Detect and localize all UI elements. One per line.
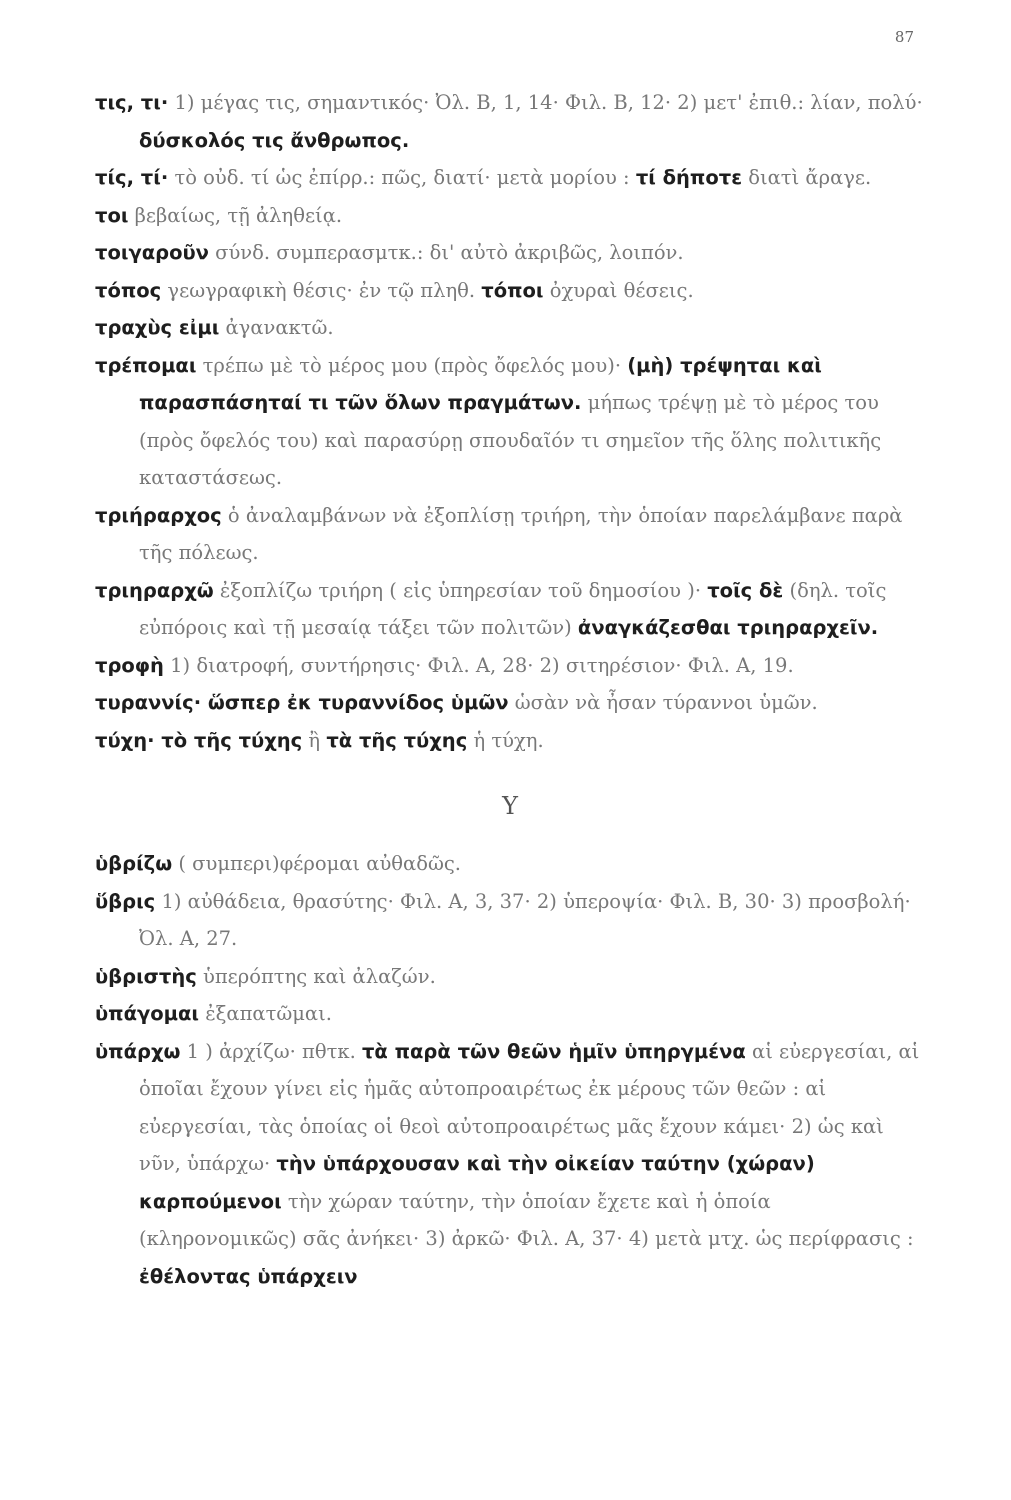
entries-y <box>95 845 925 1295</box>
entry-definition: τὸ οὐδ. τί ὡς ἐπίρρ.: πῶς, διατί· μετὰ μορίου : <box>168 166 636 189</box>
entry-definition: (δηλ. τοῖς εὐπόροις καὶ τῇ μεσαίᾳ τάξει τῶν πολιτῶν) <box>139 578 887 639</box>
dictionary-entry <box>95 958 925 996</box>
entry-definition: 1) μέγας τις, σημαντικός· Ὀλ. Β, 1, 14· Φιλ. Β, 12· 2) μετ' ἐπιθ.: λίαν, πολύ· <box>168 91 923 114</box>
dictionary-entry <box>95 722 925 760</box>
entry-definition: μήπως τρέψῃ μὲ τὸ μέρος του (πρὸς ὄφελός του) καὶ παρασύρῃ σπουδαῖόν τι σημεῖον τῆς ὅλης πολιτικῆς καταστάσεως. <box>139 391 882 489</box>
entry-headword: τριήραρχος <box>95 503 222 527</box>
entry-definition: ἀγανακτῶ. <box>219 316 334 339</box>
dictionary-entry <box>95 995 925 1033</box>
entry-definition: ἢ <box>302 728 327 752</box>
entry-headword: τοι <box>95 203 129 227</box>
entry-definition: ἐξαπατῶμαι. <box>199 1002 332 1025</box>
entry-quote: τὰ παρὰ τῶν θεῶν ἡμῖν ὑπηργμένα <box>361 1039 746 1063</box>
dictionary-entry <box>95 84 925 159</box>
entries-t <box>95 84 925 759</box>
dictionary-page <box>95 84 925 1295</box>
page-number: 87 <box>894 28 914 46</box>
entry-definition: ἡ τύχη. <box>467 728 544 752</box>
entry-definition: διατὶ ἄραγε. <box>742 166 872 189</box>
dictionary-entry <box>95 159 925 197</box>
section-letter: Υ <box>502 792 518 820</box>
entry-headword: ὑπάγομαι <box>95 1002 200 1025</box>
entry-quote: ὥσπερ ἐκ τυραννίδος ὑμῶν <box>201 691 509 714</box>
entry-definition: γεωγραφικὴ θέσις· ἐν τῷ πληθ. <box>161 278 482 302</box>
dictionary-entry <box>95 234 925 272</box>
entry-quote: ἀναγκάζεσθαι τριηραρχεῖν. <box>577 616 879 639</box>
entry-headword: τυραννίς· <box>95 691 202 714</box>
entry-headword: τίς, τί· <box>95 166 169 189</box>
entry-headword: ὑβρίζω <box>95 852 173 875</box>
dictionary-entry <box>95 647 925 685</box>
entry-definition: 1) αὐθάδεια, θρασύτης· Φιλ. Α, 3, 37· 2) ὑπεροψία· Φιλ. Β, 30· 3) προσβολή· Ὀλ. Α, 27. <box>139 889 911 950</box>
entry-headword: ὑπάρχω <box>95 1039 181 1063</box>
entry-definition: ἐξοπλίζω τριήρη ( εἰς ὑπηρεσίαν τοῦ δημοσίου )· <box>213 578 708 602</box>
entry-definition: ὡσὰν νὰ ἦσαν τύραννοι ὑμῶν. <box>508 691 818 714</box>
dictionary-entry <box>95 272 925 310</box>
entry-quote: τόποι <box>481 278 544 302</box>
dictionary-entry <box>95 572 925 647</box>
entry-quote: τὰ τῆς τύχης <box>326 728 468 752</box>
entry-definition: 1 ) ἀρχίζω· πθτκ. <box>180 1039 362 1063</box>
entry-definition: τὴν χώραν ταύτην, τὴν ὁποίαν ἔχετε καὶ ἡ ὁποία (κληρονομικῶς) σᾶς ἀνήκει· 3) ἀρκῶ· Φιλ. Α, 37· 4) μετὰ μτχ. ὡς περίφρασις : <box>139 1189 914 1250</box>
dictionary-entry <box>95 497 925 572</box>
entry-quote: δύσκολός τις ἄνθρωπος. <box>139 128 410 152</box>
entry-quote: τοῖς δὲ <box>707 578 784 602</box>
entry-headword: τριηραρχῶ <box>95 578 214 602</box>
entry-quote: τὴν ὑπάρχουσαν καὶ τὴν οἰκείαν ταύτην (χώραν) καρπούμενοι <box>139 1152 815 1213</box>
entry-definition: ( συμπερι)φέρομαι αὐθαδῶς. <box>172 852 461 875</box>
entry-headword: ὕβρις <box>95 889 156 913</box>
entry-headword: τραχὺς εἰμι <box>95 316 220 339</box>
entry-quote: (μὴ) τρέψηται καὶ παρασπάσηταί τι τῶν ὅλων πραγμάτων. <box>139 353 822 414</box>
entry-definition: βεβαίως, τῇ ἀληθείᾳ. <box>128 203 343 227</box>
entry-definition: ὀχυραὶ θέσεις. <box>543 278 694 302</box>
dictionary-entry <box>95 883 925 958</box>
dictionary-entry <box>95 347 925 497</box>
entry-quote: τὸ τῆς τύχης <box>154 728 303 752</box>
entry-definition: αἱ εὐεργεσίαι, αἱ ὁποῖαι ἔχουν γίνει εἰς ἡμᾶς αὐτοπροαιρέτως ἐκ μέρους τῶν θεῶν : αἱ εὐεργεσίαι, τὰς ὁποίας οἱ θεοὶ αὐτοπροαιρέτως μᾶς ἔχουν κάμει· 2) ὡς καὶ νῦν, ὑπάρχω· <box>139 1039 920 1175</box>
entry-definition: σύνδ. συμπερασμτκ.: δι' αὐτὸ ἀκριβῶς, λοιπόν. <box>208 241 684 264</box>
entry-quote: ἐθέλοντας ὑπάρχειν <box>139 1264 358 1288</box>
entry-headword: τύχη· <box>95 728 155 752</box>
entry-headword: τις, τι· <box>95 91 169 114</box>
dictionary-entry <box>95 845 925 883</box>
dictionary-entry <box>95 309 925 347</box>
entry-headword: ὑβριστὴς <box>95 964 197 988</box>
entry-headword: τόπος <box>95 278 162 302</box>
entry-headword: τροφὴ <box>95 653 164 677</box>
dictionary-entry <box>95 684 925 722</box>
entry-quote: τί δήποτε <box>635 166 743 189</box>
entry-headword: τοιγαροῦν <box>95 241 209 264</box>
entry-definition: 1) διατροφή, συντήρησις· Φιλ. Α, 28· 2) σιτηρέσιον· Φιλ. Α, 19. <box>163 653 794 677</box>
entry-definition: ὁ ἀναλαμβάνων νὰ ἐξοπλίσῃ τριήρη, τὴν ὁποίαν παρελάμβανε παρὰ τῆς πόλεως. <box>139 503 903 564</box>
dictionary-entry <box>95 197 925 235</box>
entry-headword: τρέπομαι <box>95 353 197 377</box>
dictionary-entry <box>95 1033 925 1296</box>
entry-definition: τρέπω μὲ τὸ μέρος μου (πρὸς ὄφελός μου)· <box>196 353 628 377</box>
entry-definition: ὑπερόπτης καὶ ἀλαζών. <box>196 964 436 988</box>
